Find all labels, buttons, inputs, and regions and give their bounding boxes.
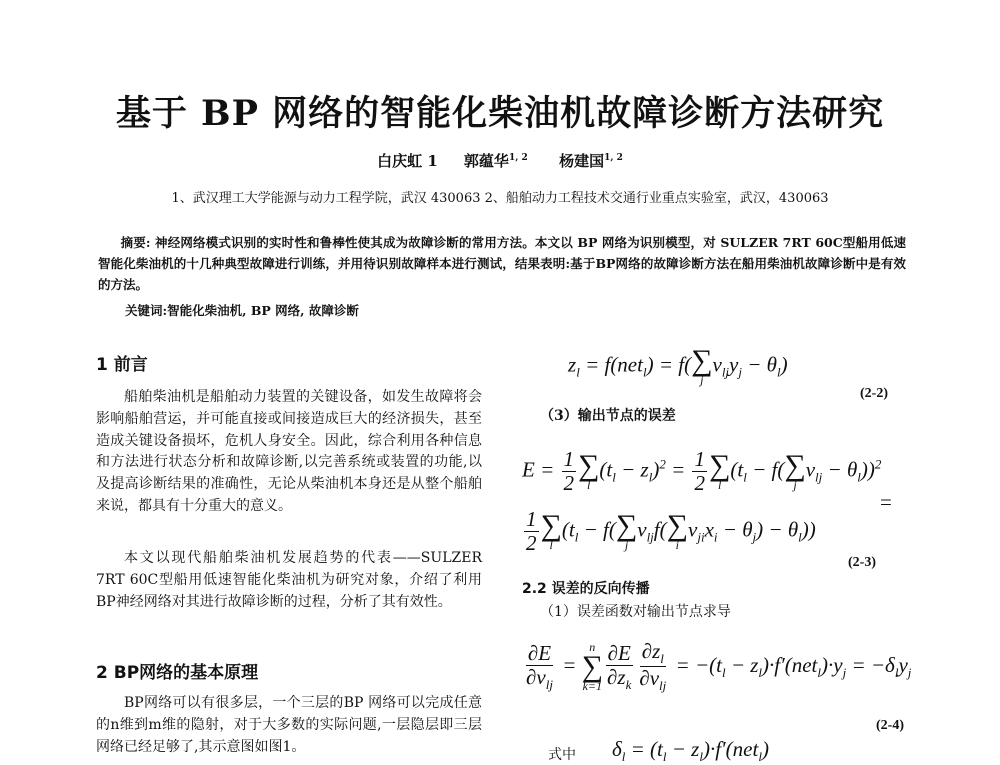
author-name: 杨建国 (559, 152, 605, 170)
paragraph: 船舶柴油机是船舶动力装置的关键设备，如发生故障将会影响船舶营运，并可能直接或间接造成巨大的经济损失，甚至造成关键设备损坏，危机人身安全。因此，综合利用各种信息和方法进行状态分析和故障诊断,以完善系统或装置的功能,以及提高诊断结果的准确性，无论从柴油机本身还是从整个船舶来说，都具有十分重大的意义。 (96, 389, 482, 514)
section-heading-backprop: 2.2 误差的反向传播 (522, 581, 650, 597)
section-heading-intro: 1 前言 (96, 355, 148, 375)
keywords-text: 智能化柴油机, BP 网络, 故障诊断 (167, 303, 359, 318)
equation-2-3-line2: $\frac{1}{2}$ ∑ l ($t_l - f$( ∑ j $v_{lj}f$( ∑ i $v_{ji}x_i - \theta_j) - \theta_l$)) (526, 507, 816, 556)
equation-2-2: $z_l = f(net_l) = f$( ∑ j $v_{lj}y_j - \theta_l$) (568, 344, 788, 387)
paper-title: 基于 BP 网络的智能化柴油机故障诊断方法研究 (115, 93, 885, 134)
equation-2-3-line1: E = $\frac{1}{2}$ ∑ l $(t_l - z_l)^2$ = $\frac{1}{2}$ ∑ l ($t_l - f$( ∑ j $v_{lj} - \theta_l))^2$ (522, 447, 882, 496)
author-name: 白庆虹 (377, 152, 423, 170)
subheading: （3）输出节点的误差 (540, 408, 676, 424)
author-list (0, 150, 1000, 171)
where-label: 式中 (548, 747, 576, 763)
paragraph: 本文以现代船舶柴油机发展趋势的代表——SULZER 7RT 60C型船用低速智能化柴油机为研究对象，介绍了利用BP神经网络对其进行故障诊断的过程，分析了其有效性。 (96, 550, 482, 610)
author-mark: 1, 2 (508, 153, 528, 163)
abstract-text: 神经网络模式识别的实时性和鲁棒性使其成为故障诊断的常用方法。本文以 BP 网络为识别模型，对 SULZER 7RT 60C型船用低速智能化柴油机的十几种典型故障进行训练，并用待识别故障样本进行测试，结果表明:基于BP网络的故障诊断方法在船用柴油机故障诊断中是有效的方法。 (98, 235, 906, 292)
author-name: 郭蕴华 (463, 152, 509, 170)
equation-2-4: $\frac{\partial E}{\partial v_{lj}}$ = n ∑ k=1 $\frac{\partial E}{\partial z_k}$ $\frac{\partial z_l}{\partial v_{lj}}$ = $-(t_l - z_l)\cdot f'(net_l)\cdot y_j = -\delta_ly_j$ (526, 639, 912, 694)
author-mark: 1 (427, 152, 438, 170)
keywords (125, 301, 359, 319)
abstract (98, 232, 906, 295)
equals-sign: = (880, 490, 892, 514)
paragraph: BP网络可以有很多层，一个三层的BP 网络可以完成任意的n维到m维的隐射，对于大多数的实际问题,一层隐层即三层网络已经足够了,其示意图如图1。 (96, 695, 482, 755)
affiliation: 1、武汉理工大学能源与动力工程学院，武汉 430063 2、船舶动力工程技术交通行业重点实验室，武汉，430063 (171, 191, 829, 206)
abstract-label: 摘要: (120, 235, 151, 250)
keywords-label: 关键词: (125, 303, 168, 318)
subheading: （1）误差函数对输出节点求导 (540, 604, 731, 620)
author-mark: 1, 2 (604, 153, 623, 163)
equation-delta: $\delta_l = (t_l - z_l)\cdot f'(net_l)$ (612, 737, 769, 765)
equation-number: (2-2) (860, 386, 888, 401)
equation-number: (2-3) (848, 555, 876, 570)
equation-number: (2-4) (876, 718, 904, 733)
section-heading-bp: 2 BP网络的基本原理 (96, 663, 259, 683)
